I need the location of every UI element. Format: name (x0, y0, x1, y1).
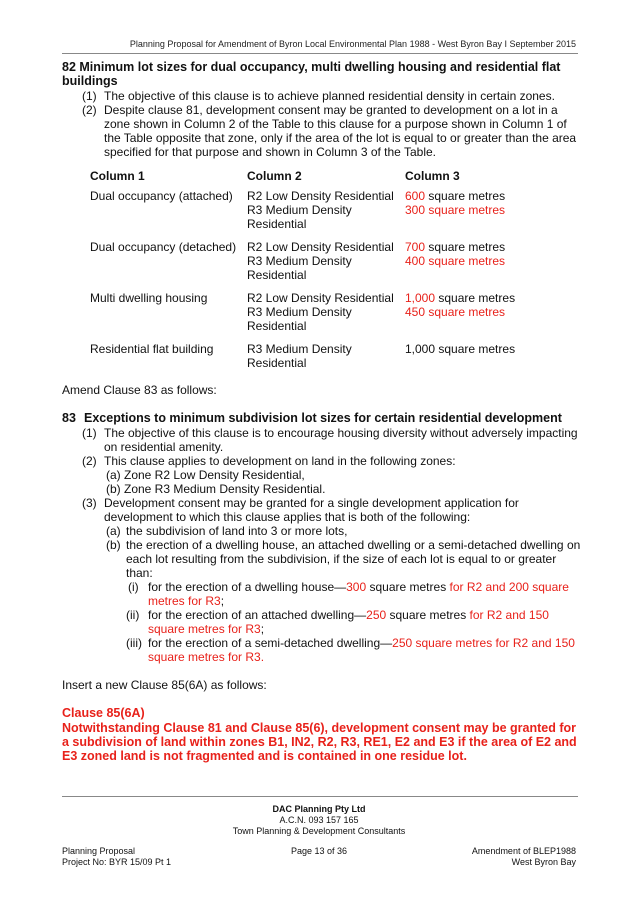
para-text: Despite clause 81, development consent may be granted to development on a lot in a zone shown in Column 2 of the Table to this clause for a purpose shown in Column 1 of the Table opposite that zone, only if the area of the lot is equal to or greater than the area specified for that purpose and shown in Column 3 of the Table. (104, 103, 577, 159)
table-row (90, 291, 535, 342)
para-number: (a) (106, 524, 121, 538)
para-text: The objective of this clause is to encourage housing diversity without adversely impacting on residential amenity. (104, 426, 578, 454)
clause-85-6a-heading: Clause 85(6A) (62, 706, 145, 720)
table-row (90, 342, 535, 379)
clause-83-para-2 (62, 454, 582, 468)
clause-83-para-2-a: (a) Zone R2 Low Density Residential, (106, 468, 305, 482)
para-text: This clause applies to development on land in the following zones: (104, 454, 456, 468)
document-body (62, 60, 582, 763)
clause-83-title: Exceptions to minimum subdivision lot sizes for certain residential development (84, 411, 562, 425)
clause-85-6a-body: Notwithstanding Clause 81 and Clause 85(6), development consent may be granted for a subdivision of land within zones B1, IN2, R2, R3, RE1, E2 and E3 if the area of E2 and E3 zoned land is not fragmented and is contained in one residue lot. (62, 721, 577, 763)
footer-tagline: Town Planning & Development Consultants (232, 826, 406, 836)
column-3-header: Column 3 (405, 169, 460, 183)
footer-rule (62, 796, 578, 797)
para-text: the erection of a dwelling house, an attached dwelling or a semi-detached dwelling on each lot resulting from the subdivision, if the size of each lot is equal to or greater than: (126, 538, 581, 580)
purpose-cell: Multi dwelling housing (90, 291, 208, 305)
area-cell: 700 square metres 400 square metres (405, 240, 506, 268)
para-text: Development consent may be granted for a single development application for development to which this clause applies that is both of the following: (104, 496, 519, 524)
para-number: (i) (128, 580, 139, 594)
footer-acn: A.C.N. 093 157 165 (279, 815, 359, 825)
table-header-row (90, 169, 535, 189)
clause-83-para-3-b (62, 538, 582, 580)
table-row (90, 240, 535, 291)
para-number: (ii) (126, 608, 140, 622)
para-number: (2) (82, 103, 97, 117)
purpose-cell: Dual occupancy (detached) (90, 240, 237, 254)
clause-83-para-3-a (62, 524, 582, 538)
clause-83-para-1 (62, 426, 582, 454)
clause-83-para-2-b: (b) Zone R3 Medium Density Residential. (106, 482, 326, 496)
clause-82-title: Minimum lot sizes for dual occupancy, multi dwelling housing and residential flat buildings (62, 60, 561, 88)
clause-83-heading (62, 411, 582, 425)
zone-cell: R2 Low Density Residential R3 Medium Density Residential (247, 291, 394, 333)
purpose-cell: Dual occupancy (attached) (90, 189, 233, 203)
column-2-header: Column 2 (247, 169, 302, 183)
clause-82-para-2 (62, 103, 582, 159)
para-text: the subdivision of land into 3 or more lots, (126, 524, 348, 538)
amend-clause-83-instruction: Amend Clause 83 as follows: (62, 383, 217, 397)
clause-83-subpara-i: (i) for the erection of a dwelling house—300 square metres for R2 and 200 square metres for R3; (128, 580, 569, 608)
header-rule (62, 53, 578, 54)
running-header: Planning Proposal for Amendment of Byron Local Environmental Plan 1988 - West Byron Bay I September 2015 (129, 39, 576, 49)
footer-company-block (0, 804, 638, 837)
footer-left: Planning Proposal Project No: BYR 15/09 Pt 1 (62, 846, 172, 867)
para-number: (1) (82, 426, 97, 440)
clause-82-heading (62, 60, 582, 88)
lot-size-table (90, 169, 535, 379)
zone-cell: R3 Medium Density Residential (247, 342, 352, 370)
insert-clause-85-instruction: Insert a new Clause 85(6A) as follows: (62, 678, 267, 692)
clause-82-number: 82 (62, 60, 76, 74)
clause-82-para-1 (62, 89, 582, 103)
para-number: (iii) (126, 636, 142, 650)
area-cell: 1,000 square metres 450 square metres (405, 291, 516, 319)
clause-83-subpara-iii: (iii) for the erection of a semi-detached dwelling—250 square metres for R2 and 150 square metres for R3. (126, 636, 575, 664)
zone-cell: R2 Low Density Residential R3 Medium Density Residential (247, 189, 394, 231)
para-number: (1) (82, 89, 97, 103)
para-text: The objective of this clause is to achieve planned residential density in certain zones. (104, 89, 555, 103)
para-number: (b) (106, 538, 121, 552)
clause-83-number: 83 (62, 411, 76, 425)
clause-83-subpara-ii: (ii) for the erection of an attached dwelling—250 square metres for R2 and 150 square metres for R3; (126, 608, 549, 636)
area-cell: 600 square metres 300 square metres (405, 189, 506, 217)
footer-right: Amendment of BLEP1988 West Byron Bay (471, 846, 576, 867)
purpose-cell: Residential flat building (90, 342, 214, 356)
area-cell: 1,000 square metres (405, 342, 516, 356)
zone-cell: R2 Low Density Residential R3 Medium Density Residential (247, 240, 394, 282)
footer-company: DAC Planning Pty Ltd (272, 804, 366, 814)
footer-page-number: Page 13 of 36 (290, 846, 348, 856)
para-number: (3) (82, 496, 97, 510)
clause-83-para-3 (62, 496, 582, 524)
table-row (90, 189, 535, 240)
column-1-header: Column 1 (90, 169, 145, 183)
para-number: (2) (82, 454, 97, 468)
